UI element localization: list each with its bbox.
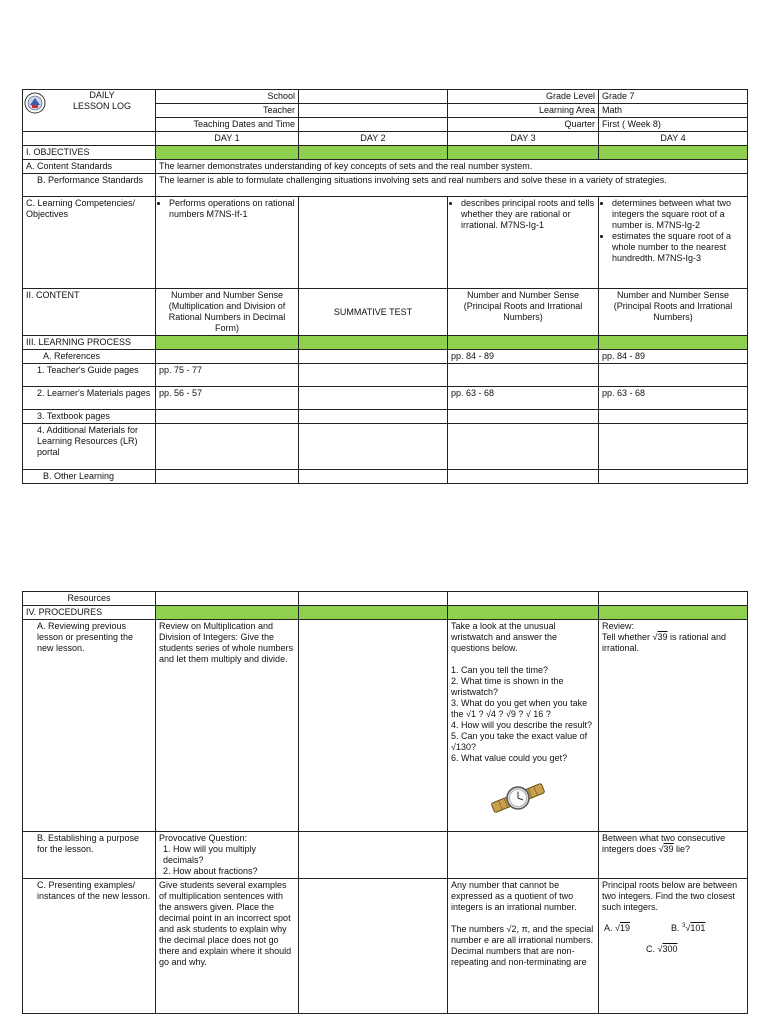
reviewing-day1: Review on Multiplication and Division of Integers: Give the students series of whole numbers and let them multiply and divide. — [156, 620, 299, 832]
sqrt-icon: √ — [658, 844, 664, 854]
competencies-day3 — [448, 197, 599, 289]
learning-area-value[interactable]: Math — [599, 104, 748, 118]
question-item: 3. What do you get when you take the √1 ? √4 ? √9 ? √ 16 ? — [451, 698, 588, 719]
establishing-day4 — [599, 832, 748, 879]
content-heading: II. CONTENT — [23, 289, 156, 336]
root-index: 3 — [682, 923, 686, 929]
dates-value[interactable] — [299, 118, 448, 132]
teacher-label: Teacher — [156, 104, 299, 118]
learners-materials-label: 2. Learner's Materials pages — [23, 387, 156, 410]
grade-level-value[interactable]: Grade 7 — [599, 90, 748, 104]
other-resources-label: B. Other Learning — [23, 470, 156, 484]
wristwatch-intro: Take a look at the unusual wristwatch and answer the questions below. — [451, 621, 558, 653]
school-label: School — [156, 90, 299, 104]
irrational-examples: The numbers √2, π, and the special number e are all irrational numbers. Decimal numbers that are non-repeating and non-terminating are — [451, 924, 594, 967]
dates-label: Teaching Dates and Time — [156, 118, 299, 132]
competency-item: • describes principal roots and tells whether they are rational or irrational. M7NS-Ig-1 — [461, 198, 595, 231]
presenting-day1: Give students several examples of multiplication sentences with the answers given. Place the decimal point in an incorrect spot and ask students to explain why the decimal place does not go there and explain where it should go and why. — [156, 879, 299, 1014]
learners-materials-day3: pp. 63 - 68 — [448, 387, 599, 410]
content-standards-label: A. Content Standards — [23, 160, 156, 174]
learners-materials-day1: pp. 56 - 57 — [156, 387, 299, 410]
content-standards-text: The learner demonstrates understanding of key concepts of sets and the real number system. — [156, 160, 748, 174]
competencies-day2 — [299, 197, 448, 289]
title-line-1: DAILY — [89, 90, 115, 100]
objectives-heading: I. OBJECTIVES — [23, 146, 156, 160]
sqrt-icon: √ — [657, 944, 663, 954]
establishing-day1 — [156, 832, 299, 879]
day-3-header: DAY 3 — [448, 132, 599, 146]
quarter-value[interactable]: First ( Week 8) — [599, 118, 748, 132]
day-4-header: DAY 4 — [599, 132, 748, 146]
additional-materials-label: 4. Additional Materials for Learning Resources (LR) portal — [23, 424, 156, 470]
learners-materials-day4: pp. 63 - 68 — [599, 387, 748, 410]
school-value[interactable] — [299, 90, 448, 104]
review-question-pre: Tell whether — [602, 632, 651, 642]
question-item: 5. Can you take the exact value of √130? — [451, 731, 588, 752]
competency-item: • determines between what two integers the square root of a number is. M7NS-Ig-2 — [612, 198, 744, 231]
purpose-question-post: lie? — [676, 844, 691, 854]
review-question-post: is rational and irrational. — [602, 632, 727, 653]
references-day3: pp. 84 - 89 — [448, 350, 599, 364]
radicand-c: 300 — [662, 944, 678, 954]
irrational-definition: Any number that cannot be expressed as a quotient of two integers is an irrational number. — [451, 880, 577, 912]
question-item: 6. What value could you get? — [451, 753, 568, 763]
title-line-2: LESSON LOG — [72, 101, 132, 111]
lesson-log-table-page2 — [22, 591, 748, 1014]
question-item: 1. Can you tell the time? — [451, 665, 549, 675]
question-item: 2. What time is shown in the wristwatch? — [451, 676, 564, 697]
radicand: 39 — [657, 632, 668, 642]
presenting-examples-label: C. Presenting examples/ instances of the new lesson. — [23, 879, 156, 1014]
competencies-day1 — [156, 197, 299, 289]
item-b-label: B. — [671, 923, 680, 933]
reviewing-day3 — [448, 620, 599, 832]
references-label: A. References — [23, 350, 156, 364]
radicand-b: 101 — [690, 923, 706, 933]
teachers-guide-day1: pp. 75 - 77 — [156, 364, 299, 387]
question-item: 2. How about fractions? — [163, 866, 258, 876]
content-day3: Number and Number Sense (Principal Roots and Irrational Numbers) — [448, 289, 599, 336]
presenting-day3 — [448, 879, 599, 1014]
radicand: 39 — [663, 844, 674, 854]
purpose-question-pre: Between what two consecutive integers does — [602, 833, 726, 854]
textbook-pages-label: 3. Textbook pages — [23, 410, 156, 424]
sqrt-icon: √ — [615, 923, 620, 933]
question-item: 4. How will you describe the result? — [451, 720, 593, 730]
content-day2: SUMMATIVE TEST — [299, 289, 448, 336]
teacher-value[interactable] — [299, 104, 448, 118]
radicand-a: 19 — [619, 923, 630, 933]
question-item: 1. How will you multiply decimals? — [163, 844, 257, 865]
review-question — [602, 632, 744, 654]
wristwatch-icon — [489, 778, 547, 818]
reviewing-day4 — [599, 620, 748, 832]
learning-area-label: Learning Area — [448, 104, 599, 118]
competency-item: • Performs operations on rational numbers M7NS-If-1 — [169, 198, 295, 220]
principal-roots-text: Principal roots below are between two integers. Find the two closest such integers. — [602, 880, 738, 912]
competencies-label: C. Learning Competencies/ Objectives — [23, 197, 156, 289]
content-day4: Number and Number Sense (Principal Roots and Irrational Numbers) — [599, 289, 748, 336]
performance-standards-text: The learner is able to formulate challenging situations involving sets and real numbers and solve these in a variety of strategies. — [156, 174, 748, 197]
reviewing-lesson-label: A. Reviewing previous lesson or presenting the new lesson. — [23, 620, 156, 832]
item-a-label: A. — [604, 923, 613, 933]
content-day1: Number and Number Sense (Multiplication and Division of Rational Numbers in Decimal Form) — [156, 289, 299, 336]
provocative-title: Provocative Question: — [159, 833, 248, 843]
day-2-header: DAY 2 — [299, 132, 448, 146]
lesson-log-table-page1 — [22, 89, 748, 484]
quarter-label: Quarter — [448, 118, 599, 132]
references-day4: pp. 84 - 89 — [599, 350, 748, 364]
item-c-label: C. — [646, 944, 655, 954]
day-1-header: DAY 1 — [156, 132, 299, 146]
teachers-guide-label: 1. Teacher's Guide pages — [23, 364, 156, 387]
grade-level-label: Grade Level — [448, 90, 599, 104]
competency-item: • estimates the square root of a whole number to the nearest hundredth. M7NS-Ig-3 — [612, 231, 744, 264]
cube-root-icon: √ — [685, 923, 691, 933]
learning-process-heading: III. LEARNING PROCESS — [23, 336, 156, 350]
sqrt-icon: √ — [652, 632, 658, 642]
other-resources-label-cont: Resources — [23, 592, 156, 606]
presenting-day4 — [599, 879, 748, 1014]
establishing-purpose-label: B. Establishing a purpose for the lesson. — [23, 832, 156, 879]
performance-standards-label: B. Performance Standards — [23, 174, 156, 197]
competencies-day4 — [599, 197, 748, 289]
review-title: Review: — [602, 621, 635, 631]
procedures-heading: IV. PROCEDURES — [23, 606, 156, 620]
